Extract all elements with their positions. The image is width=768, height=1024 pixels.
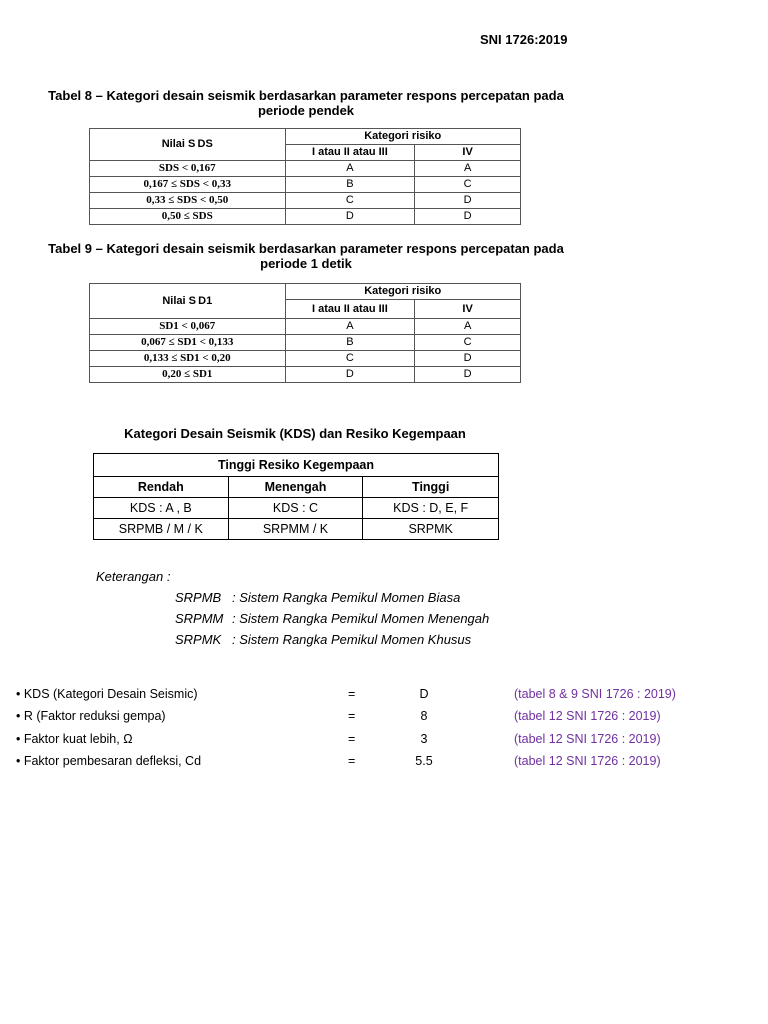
table8-cat: D — [415, 209, 521, 225]
param-label: • KDS (Kategori Desain Seismic) — [16, 687, 198, 701]
param-row-r — [16, 709, 756, 727]
table9-cat: A — [415, 319, 521, 335]
table9-cat: C — [415, 335, 521, 351]
table8-col-group: Kategori risiko — [285, 129, 520, 145]
table-row — [94, 519, 499, 540]
table8-cat: D — [285, 209, 415, 225]
param-reference: (tabel 12 SNI 1726 : 2019) — [514, 754, 661, 768]
param-reference: (tabel 12 SNI 1726 : 2019) — [514, 709, 661, 723]
param-reference: (tabel 8 & 9 SNI 1726 : 2019) — [514, 687, 676, 701]
table9-title — [36, 241, 576, 271]
kds-cell: KDS : C — [228, 498, 363, 519]
table8-sub2: IV — [415, 145, 521, 161]
table-row — [90, 161, 521, 177]
table8 — [89, 128, 521, 225]
table8-range: 0,50 ≤ SDS — [90, 209, 286, 225]
note-desc: : Sistem Rangka Pemikul Momen Khusus — [232, 632, 472, 647]
table8-cat: C — [285, 193, 415, 209]
table-row — [94, 498, 499, 519]
table-row — [90, 177, 521, 193]
note-key: SRPMK — [175, 632, 222, 647]
table9-range: SD1 < 0,067 — [90, 319, 286, 335]
table9-range: 0,133 ≤ SD1 < 0,20 — [90, 351, 286, 367]
param-label: • R (Faktor reduksi gempa) — [16, 709, 166, 723]
table8-range: 0,33 ≤ SDS < 0,50 — [90, 193, 286, 209]
table8-col-value: Nilai S DS — [90, 129, 286, 161]
param-equals: = — [348, 732, 356, 746]
table9-sub2: IV — [415, 300, 521, 319]
notes-heading: Keterangan : — [96, 569, 171, 584]
param-reference: (tabel 12 SNI 1726 : 2019) — [514, 732, 661, 746]
table-row — [90, 335, 521, 351]
table-row — [90, 367, 521, 383]
table9 — [89, 283, 521, 383]
table8-title — [36, 88, 576, 118]
table9-title-line1: Tabel 9 – Kategori desain seismik berdasarkan parameter respons percepatan pada — [48, 241, 564, 256]
note-desc: : Sistem Rangka Pemikul Momen Menengah — [232, 611, 490, 626]
kds-table-title: Kategori Desain Seismik (KDS) dan Resiko Kegempaan — [124, 426, 466, 441]
table9-title-line2: periode 1 detik — [260, 256, 352, 271]
table-row — [90, 209, 521, 225]
kds-cell: SRPMK — [363, 519, 499, 540]
note-desc: : Sistem Rangka Pemikul Momen Biasa — [232, 590, 461, 605]
table8-title-line2: periode pendek — [257, 103, 355, 118]
table8-title-line1: Tabel 8 – Kategori desain seismik berdasarkan parameter respons percepatan pada — [48, 88, 564, 103]
param-equals: = — [348, 754, 356, 768]
table9-cat: B — [285, 335, 415, 351]
table8-cat: A — [415, 161, 521, 177]
table9-cat: D — [285, 367, 415, 383]
kds-col-tinggi: Tinggi — [363, 477, 499, 498]
param-row-kds — [16, 687, 756, 705]
kds-cell: SRPMB / M / K — [94, 519, 229, 540]
table9-cat: D — [415, 351, 521, 367]
param-value: D — [419, 687, 429, 701]
table-row — [90, 319, 521, 335]
table8-cat: C — [415, 177, 521, 193]
standard-header: SNI 1726:2019 — [480, 32, 568, 47]
table-row — [90, 351, 521, 367]
table8-cat: D — [415, 193, 521, 209]
kds-table — [93, 453, 499, 540]
kds-col-rendah: Rendah — [94, 477, 229, 498]
table-row — [90, 193, 521, 209]
note-key: SRPMB — [175, 590, 222, 605]
kds-table-header: Tinggi Resiko Kegempaan — [94, 454, 499, 477]
table8-cat: A — [285, 161, 415, 177]
param-label: • Faktor kuat lebih, Ω — [16, 732, 133, 746]
param-row-omega — [16, 732, 756, 750]
table9-cat: A — [285, 319, 415, 335]
table9-cat: C — [285, 351, 415, 367]
kds-col-menengah: Menengah — [228, 477, 363, 498]
table9-range: 0,20 ≤ SD1 — [90, 367, 286, 383]
table8-range: SDS < 0,167 — [90, 161, 286, 177]
kds-cell: SRPMM / K — [228, 519, 363, 540]
param-row-cd — [16, 754, 756, 772]
kds-cell: KDS : D, E, F — [363, 498, 499, 519]
note-key: SRPMM — [175, 611, 224, 626]
param-value: 8 — [420, 709, 428, 723]
table9-col-group: Kategori risiko — [285, 284, 520, 300]
table9-sub1: I atau II atau III — [285, 300, 415, 319]
table9-cat: D — [415, 367, 521, 383]
param-label: • Faktor pembesaran defleksi, Cd — [16, 754, 202, 768]
param-equals: = — [348, 709, 356, 723]
table9-range: 0,067 ≤ SD1 < 0,133 — [90, 335, 286, 351]
table9-col-value: Nilai S D1 — [90, 284, 286, 319]
table8-sub1: I atau II atau III — [285, 145, 415, 161]
param-value: 5.5 — [415, 754, 433, 768]
param-value: 3 — [420, 732, 428, 746]
param-equals: = — [348, 687, 356, 701]
table8-range: 0,167 ≤ SDS < 0,33 — [90, 177, 286, 193]
kds-cell: KDS : A , B — [94, 498, 229, 519]
table8-cat: B — [285, 177, 415, 193]
